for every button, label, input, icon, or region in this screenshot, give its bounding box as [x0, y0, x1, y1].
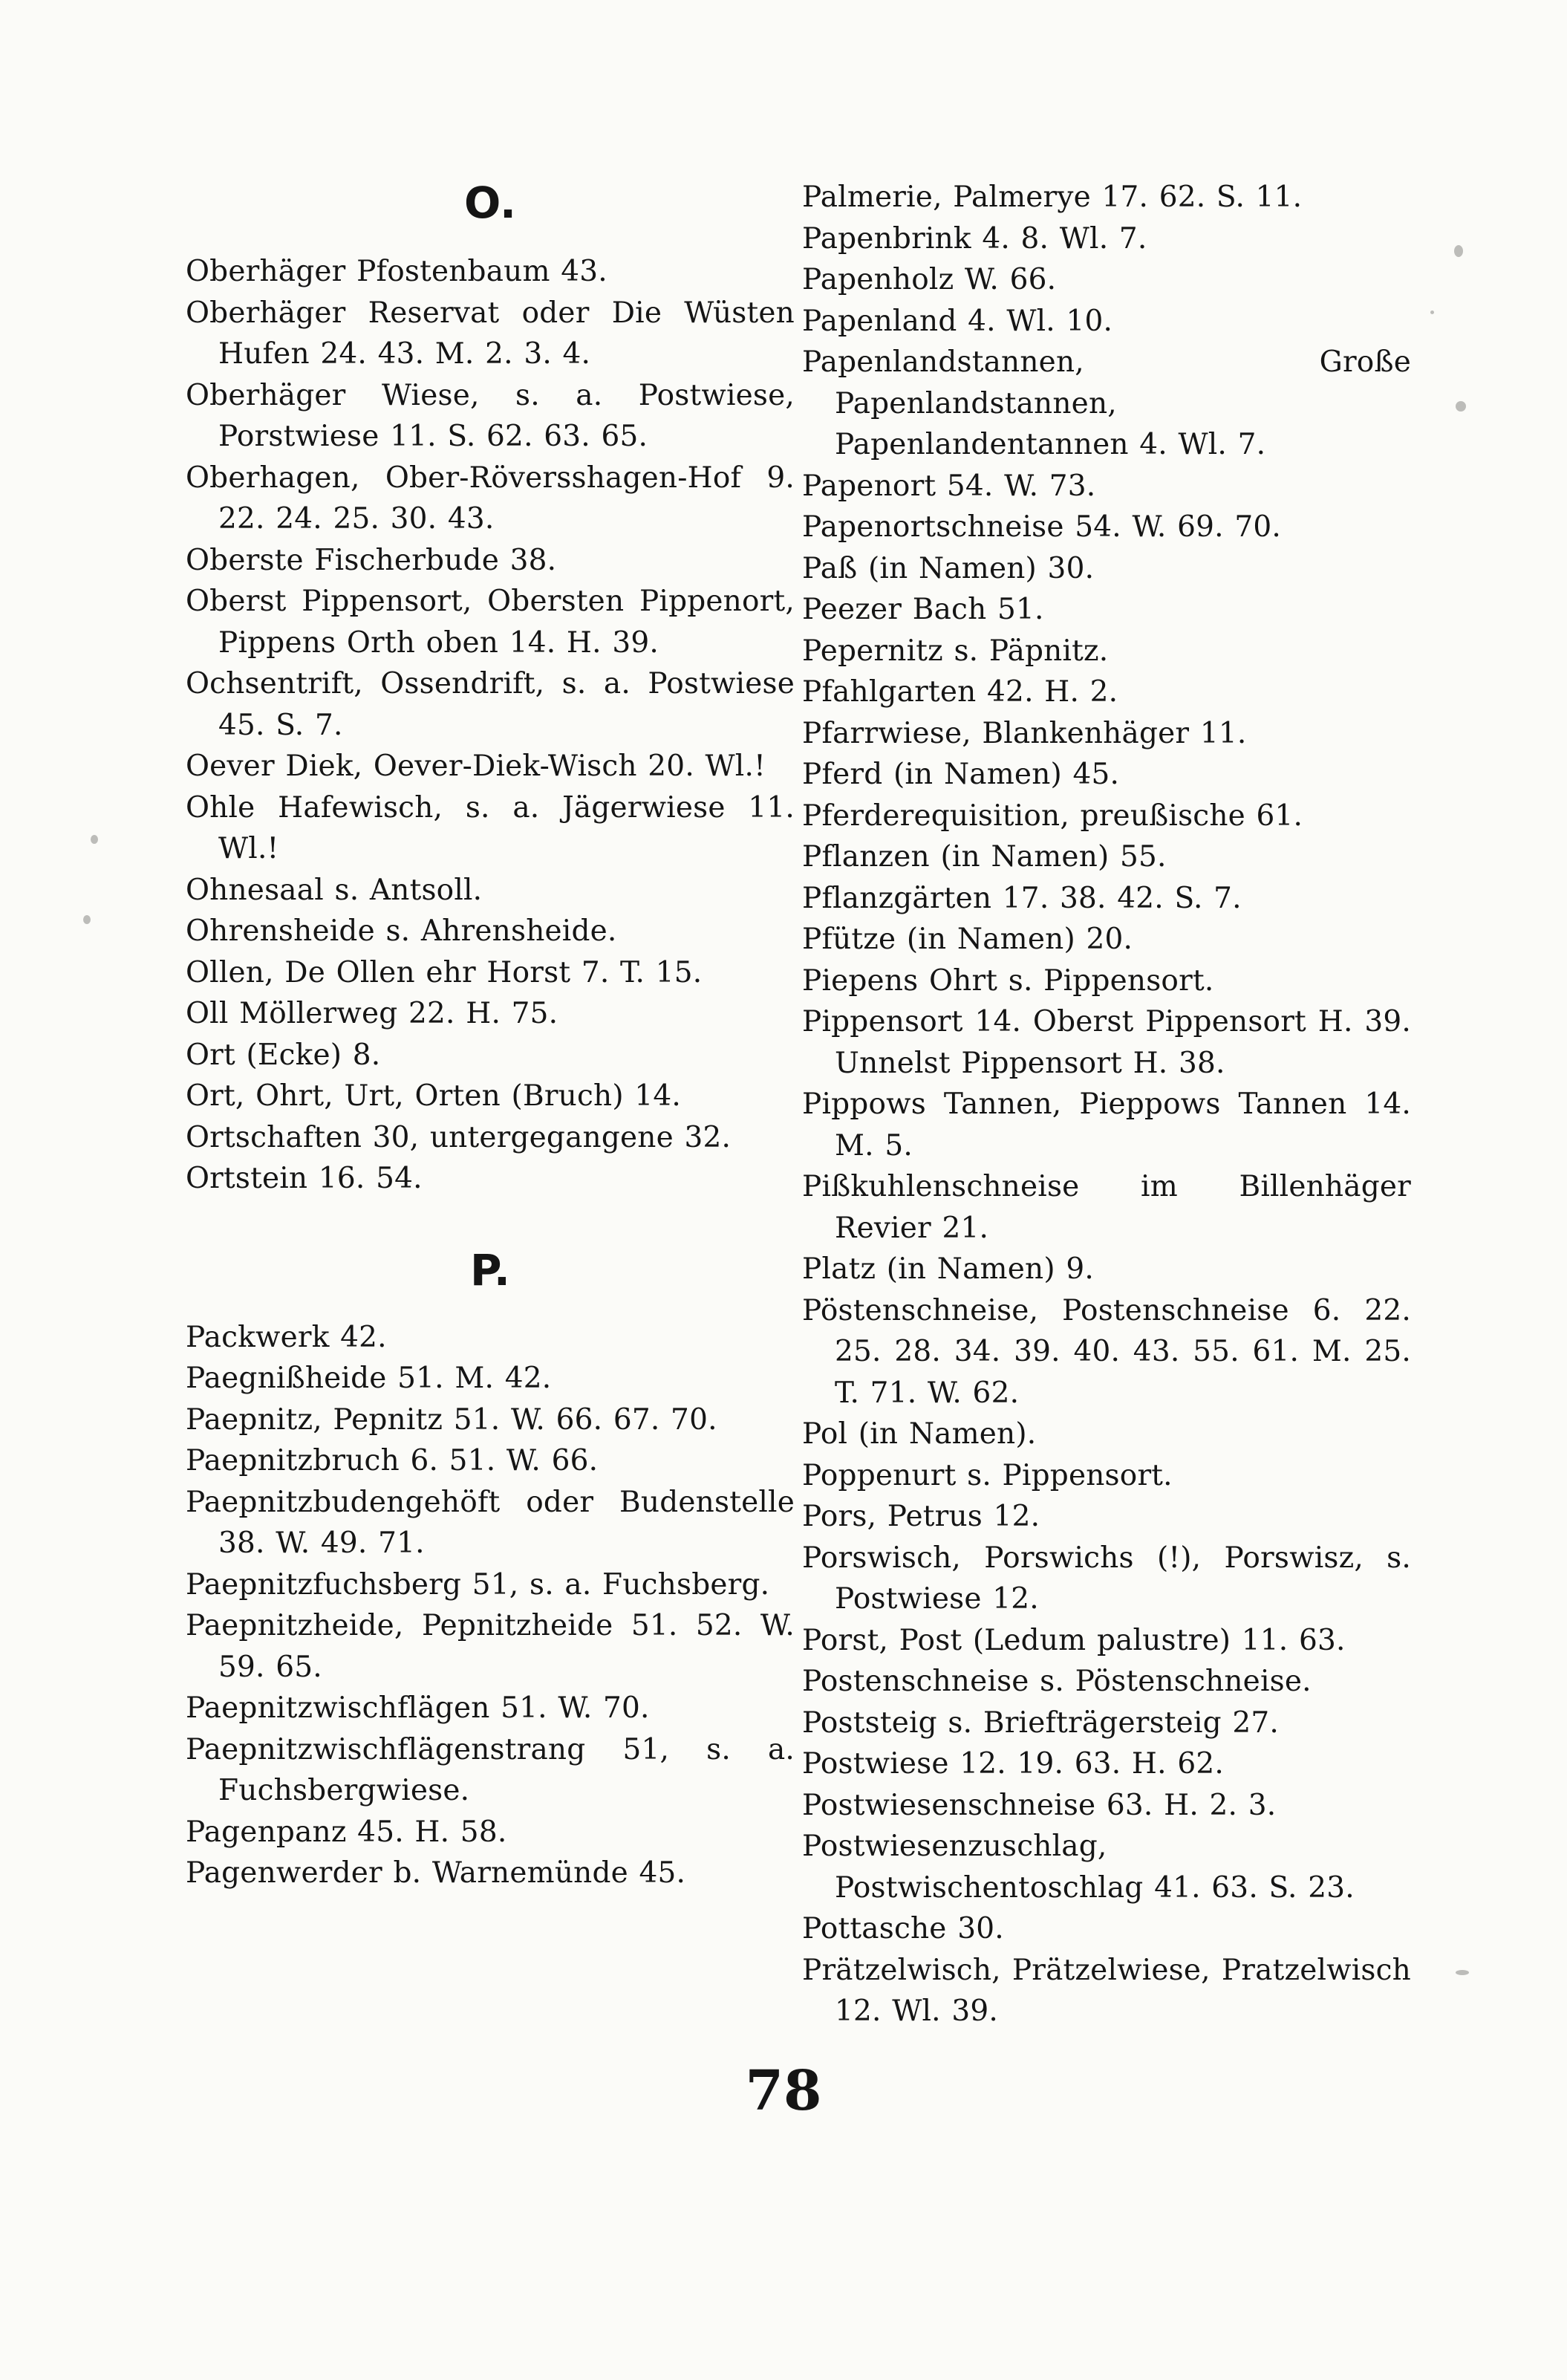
section-heading-o: O.	[463, 178, 517, 228]
scan-speck	[83, 915, 91, 924]
page-number: 78	[745, 2059, 822, 2123]
index-entry: Postwiesenschneise 63. H. 2. 3.	[802, 1788, 1277, 1822]
section-heading-p: P.	[470, 1244, 510, 1295]
index-entry: Oberhagen, Ober-Röversshagen-Hof 9. 22. 24. 25. 30. 43.	[186, 461, 795, 536]
index-entry: Ochsentrift, Ossendrift, s. a. Postwiese 45. S. 7.	[186, 667, 795, 742]
index-entry: Ollen, De Ollen ehr Horst 7. T. 15.	[186, 955, 703, 989]
index-entry: Oever Diek, Oever-Diek-Wisch 20. Wl.!	[186, 750, 766, 783]
index-entry: Pagenpanz 45. H. 58.	[186, 1815, 507, 1849]
scan-speck	[1430, 310, 1434, 314]
index-entry: Paepnitzwischflägenstrang 51, s. a. Fuchsbergwiese.	[186, 1732, 795, 1807]
index-entry: Piepens Ohrt s. Pippensort.	[802, 963, 1214, 998]
left-column	[186, 177, 795, 1894]
index-entry: Pors, Petrus 12.	[802, 1500, 1040, 1533]
index-entry: Oberst Pippensort, Obersten Pippenort, Pippens Orth oben 14. H. 39.	[186, 585, 795, 660]
index-entry: Oberste Fischerbude 38.	[186, 543, 557, 577]
index-entry: Papenland 4. Wl. 10.	[802, 304, 1113, 338]
index-entry: Paepnitzfuchsberg 51, s. a. Fuchsberg.	[186, 1567, 770, 1602]
index-entry: Papenbrink 4. 8. Wl. 7.	[802, 221, 1147, 256]
scan-speck	[1456, 1970, 1469, 1975]
index-entry: Papenlandstannen, Große Papenlandstannen, Papenlandentannen 4. Wl. 7.	[802, 345, 1411, 461]
index-entry: Paepnitzbudengehöft oder Budenstelle 38. W. 49. 71.	[186, 1485, 795, 1560]
index-entry: Ohrensheide s. Ahrensheide.	[186, 914, 617, 948]
index-entry: Pflanzen (in Namen) 55.	[802, 840, 1167, 874]
index-entry: Pferd (in Namen) 45.	[802, 758, 1120, 791]
index-entry: Pippensort 14. Oberst Pippensort H. 39. Unnelst Pippensort H. 38.	[802, 1005, 1411, 1080]
index-entry: Postenschneise s. Pöstenschneise.	[802, 1665, 1312, 1698]
index-entry: Porswisch, Porswichs (!), Porswisz, s. Postwiese 12.	[802, 1541, 1411, 1616]
index-entry: Platz (in Namen) 9.	[802, 1252, 1094, 1286]
entries-o-list	[186, 251, 795, 1200]
index-entry: Oberhäger Pfostenbaum 43.	[186, 255, 607, 288]
index-entry: Paepnitzbruch 6. 51. W. 66.	[186, 1444, 599, 1477]
index-entry: Pippows Tannen, Pieppows Tannen 14. M. 5.	[802, 1087, 1411, 1163]
scan-speck	[1456, 401, 1466, 412]
index-entry: Pol (in Namen).	[802, 1417, 1037, 1451]
index-entry: Oberhäger Reservat oder Die Wüsten Hufen 24. 43. M. 2. 3. 4.	[186, 296, 795, 371]
index-entry: Ohle Hafewisch, s. a. Jägerwiese 11. Wl.!	[186, 790, 795, 865]
index-entry: Oberhäger Wiese, s. a. Postwiese, Porstwiese 11. S. 62. 63. 65.	[186, 378, 795, 453]
index-entry: Postwiesenzuschlag, Postwischentoschlag 41. 63. S. 23.	[802, 1830, 1355, 1905]
index-entry: Paepnitzheide, Pepnitzheide 51. 52. W. 59. 65.	[186, 1609, 795, 1684]
right-column	[802, 177, 1411, 2032]
entries-p-continued-list	[802, 177, 1411, 2032]
index-entry: Ortschaften 30, untergegangene 32.	[186, 1120, 732, 1154]
index-entry: Peezer Bach 51.	[802, 593, 1044, 626]
index-entry: Ort, Ohrt, Urt, Orten (Bruch) 14.	[186, 1079, 681, 1113]
index-entry: Papenholz W. 66.	[802, 263, 1057, 296]
index-entry: Poststeig s. Briefträgersteig 27.	[802, 1706, 1280, 1740]
index-entry: Paepnitzwischflägen 51. W. 70.	[186, 1691, 650, 1725]
index-entry: Pfahlgarten 42. H. 2.	[802, 675, 1118, 709]
index-entry: Pöstenschneise, Postenschneise 6. 22. 25. 28. 34. 39. 40. 43. 55. 61. M. 25. T. 71. W. 62.	[802, 1293, 1411, 1410]
entries-p-list	[186, 1317, 795, 1894]
index-entry: Ortstein 16. 54.	[186, 1162, 423, 1195]
scan-speck	[91, 835, 98, 844]
index-entry: Prätzelwisch, Prätzelwiese, Pratzelwisch 12. Wl. 39.	[802, 1953, 1411, 2028]
index-entry: Paepnitz, Pepnitz 51. W. 66. 67. 70.	[186, 1402, 717, 1437]
index-entry: Pißkuhlenschneise im Billenhäger Revier 21.	[802, 1170, 1411, 1245]
index-entry: Ohnesaal s. Antsoll.	[186, 873, 483, 907]
index-entry: Papenortschneise 54. W. 69. 70.	[802, 510, 1281, 544]
index-entry: Pflanzgärten 17. 38. 42. S. 7.	[802, 881, 1242, 915]
index-entry: Pfarrwiese, Blankenhäger 11.	[802, 716, 1247, 750]
index-entry: Oll Möllerweg 22. H. 75.	[186, 997, 558, 1030]
index-entry: Pferderequisition, preußische 61.	[802, 799, 1303, 833]
index-entry: Postwiese 12. 19. 63. H. 62.	[802, 1747, 1224, 1781]
index-entry: Poppenurt s. Pippensort.	[802, 1458, 1173, 1492]
index-entry: Paegnißheide 51. M. 42.	[186, 1362, 552, 1395]
index-entry: Pagenwerder b. Warnemünde 45.	[186, 1856, 686, 1890]
scan-speck	[1454, 245, 1463, 257]
index-entry: Paß (in Namen) 30.	[802, 551, 1095, 585]
index-entry: Pepernitz s. Päpnitz.	[802, 634, 1109, 668]
index-entry: Pottasche 30.	[802, 1912, 1004, 1945]
index-entry: Porst, Post (Ledum palustre) 11. 63.	[802, 1623, 1346, 1657]
index-entry: Palmerie, Palmerye 17. 62. S. 11.	[802, 181, 1303, 214]
index-entry: Pfütze (in Namen) 20.	[802, 923, 1133, 956]
index-entry: Papenort 54. W. 73.	[802, 469, 1096, 503]
index-entry: Ort (Ecke) 8.	[186, 1038, 381, 1072]
index-entry: Packwerk 42.	[186, 1320, 387, 1354]
